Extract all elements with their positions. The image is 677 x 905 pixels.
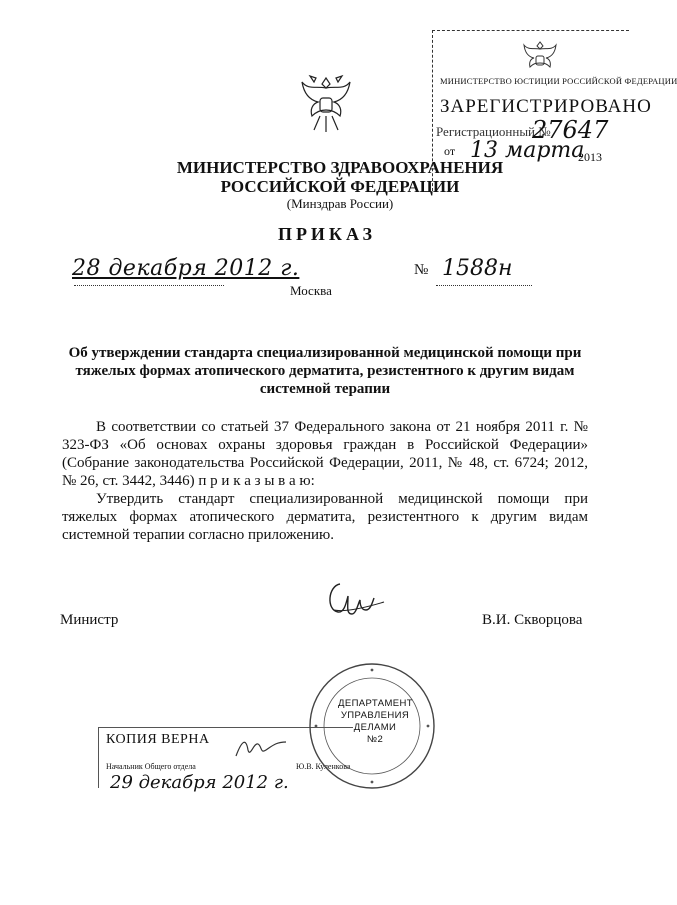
copy-stamp-signature	[232, 734, 292, 764]
body-paragraph-2	[62, 490, 588, 544]
body-paragraph-1	[62, 418, 588, 490]
order-number-line	[436, 285, 532, 286]
minister-signature	[320, 574, 390, 624]
copy-stamp-name: Ю.В. Куленкова	[296, 762, 351, 771]
seal-line-4: №2	[366, 734, 384, 745]
registration-year: 2013	[578, 150, 602, 164]
body-paragraph-2-text: Утвердить стандарт специализированной медицинской помощи при тяжелых формах атопического дерматита, резистентного к другим видам системной терапии согласно приложению.	[62, 491, 588, 543]
ministry-short-name: (Минздрав России)	[286, 196, 394, 211]
registration-date-prefix: от	[444, 144, 456, 158]
order-date-line	[74, 285, 224, 286]
ministry-line1: МИНИСТЕРСТВО ЗДРАВООХРАНЕНИЯ	[176, 158, 504, 177]
city: Москва	[290, 283, 332, 298]
seal-line-2: УПРАВЛЕНИЯ	[340, 710, 410, 721]
registration-stamp-emblem-icon	[520, 38, 560, 78]
signatory-name: В.И. Скворцова	[482, 612, 583, 628]
registration-number: 27647	[532, 116, 609, 144]
signatory-position: Министр	[60, 612, 119, 628]
copy-stamp-date: 29 декабря 2012 г.	[110, 772, 289, 793]
document-type: ПРИКАЗ	[277, 224, 377, 244]
registration-ministry: МИНИСТЕРСТВО ЮСТИЦИИ РОССИЙСКОЙ ФЕДЕРАЦИИ	[440, 76, 677, 86]
registration-date: 13 марта	[470, 138, 585, 163]
coat-of-arms-emblem	[296, 70, 356, 140]
ministry-name	[0, 158, 640, 196]
registration-number-label: Регистрационный №	[436, 124, 551, 139]
order-number: 1588н	[442, 256, 513, 281]
body-paragraph-1-text: В соответствии со статьей 37 Федерального закона от 21 ноября 2011 г. № 323-ФЗ «Об основах охраны здоровья граждан в Российской Федерации» (Собрание законодательства Российской Федерации, 2011, № 48, ст. 6724; 2012, № 26, ст. 3442, 3446) п р и к а з ы в а ю:	[62, 419, 588, 489]
order-number-sign: №	[414, 262, 429, 278]
document-title: Об утверждении стандарта специализированной медицинской помощи при тяжелых формах атопического дерматита, резистентного к другим видам системной терапии	[68, 345, 582, 397]
ministry-line2: РОССИЙСКОЙ ФЕДЕРАЦИИ	[220, 177, 460, 196]
copy-stamp-title: КОПИЯ ВЕРНА	[106, 732, 210, 747]
order-date: 28 декабря 2012 г.	[72, 256, 300, 281]
seal-text	[338, 698, 412, 746]
seal-line-3: ДЕЛАМИ	[353, 722, 397, 733]
seal-line-1: ДЕПАРТАМЕНТ	[338, 698, 413, 709]
copy-stamp-head: Начальник Общего отдела	[106, 762, 196, 771]
registration-status: ЗАРЕГИСТРИРОВАНО	[440, 96, 652, 117]
